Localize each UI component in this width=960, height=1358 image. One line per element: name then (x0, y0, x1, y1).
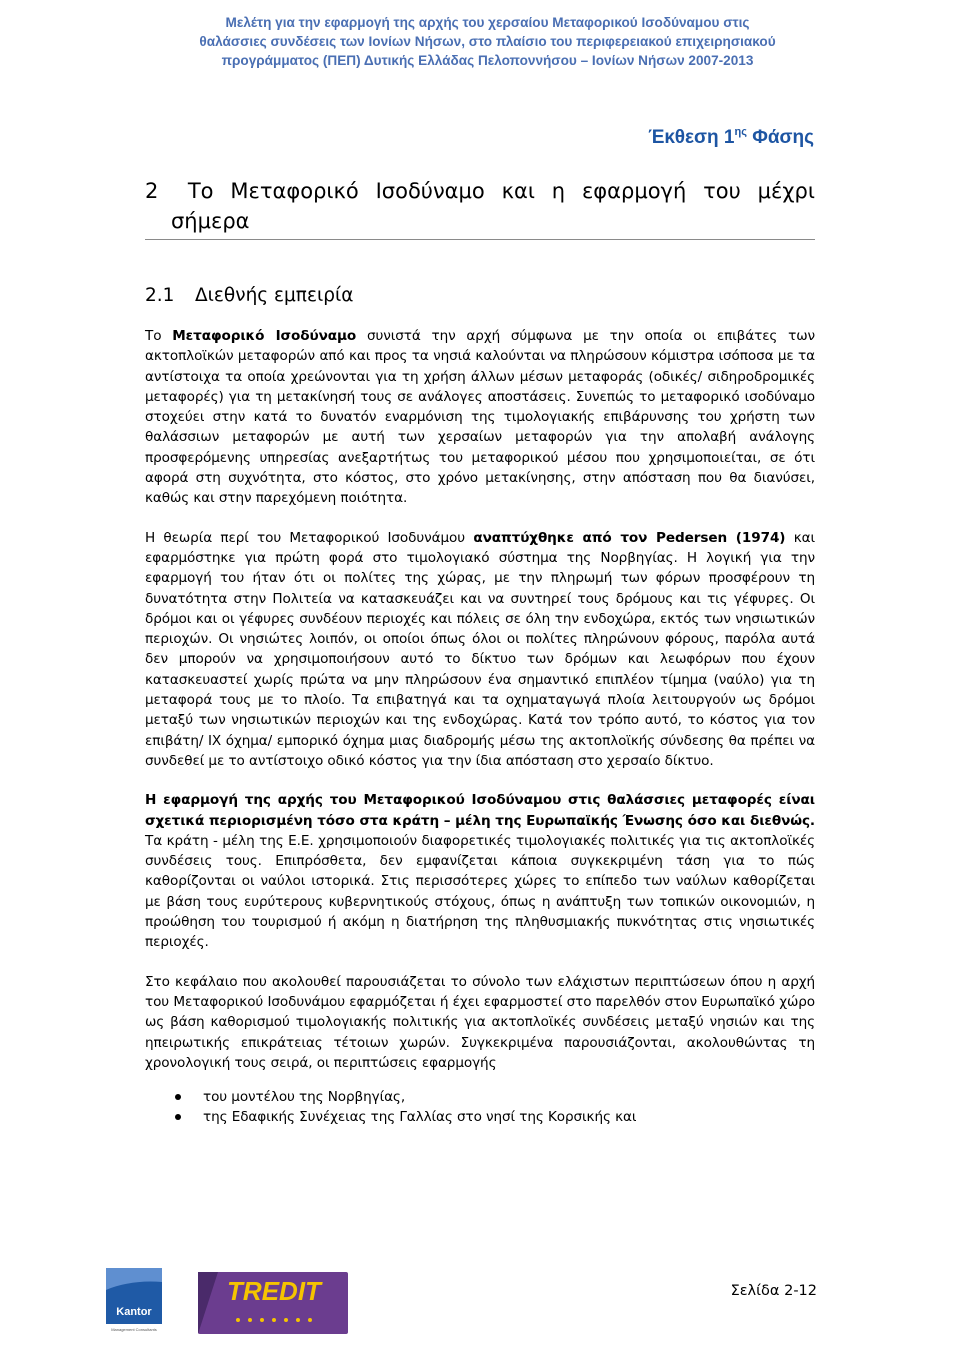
phase-prefix: Έκθεση 1 (648, 127, 735, 148)
p3-bold: Η εφαρμογή της αρχής του Μεταφορικού Ισοδύναμου στις θαλάσσιες μεταφορές είναι σχετικά περιορισμένη τόσο στα κράτη – μέλη της Ευρωπαϊκής Ένωσης όσο και διεθνώς. (145, 792, 815, 829)
chapter-word: η (551, 179, 566, 203)
list-item: της Εδαφικής Συνέχειας της Γαλλίας στο νησί της Κορσικής και (145, 1107, 815, 1127)
section-number: 2.1 (145, 285, 175, 306)
paragraph-4: Στο κεφάλαιο που ακολουθεί παρουσιάζεται το σύνολο των ελάχιστων περιπτώσεων όπου η αρχή του Μεταφορικού Ισοδυνάμου εφαρμόζεται ή έχει εφαρμοστεί στο παρελθόν στον Ευρωπαϊκό χώρο ως βάση καθορισμού τιμολογιακής πολιτικής για ακτοπλοϊκές συνδέσεις μεταξύ νησιών και της ηπειρωτικής επικράτειας τέτοιων χωρών. Συγκεκριμένα παρουσιάζονται, ακολουθώντας τη χρονολογική τους σειρά, οι περιπτώσεις εφαρμογής (145, 973, 815, 1071)
chapter-word: του (703, 179, 741, 203)
chapter-word: Ισοδύναμο (375, 179, 485, 203)
chapter-word: Μεταφορικό (230, 179, 359, 203)
header-line-1: Μελέτη για την εφαρμογή της αρχής του χερσαίου Μεταφορικού Ισοδύναμου στις (225, 15, 750, 30)
header-line-2: θαλάσσιες συνδέσεις των Ιονίων Νήσων, στο πλαίσιο του περιφερειακού επιχειρησιακού (199, 34, 776, 49)
p2-text: Η θεωρία περί του Μεταφορικού Ισοδυνάμου (145, 529, 474, 546)
paragraph-2 (145, 528, 815, 772)
body-text (145, 326, 815, 1128)
p1-bold: Μεταφορικό Ισοδύναμο (172, 328, 357, 344)
chapter-word: μέχρι (757, 179, 815, 203)
kantor-logo-text: Kantor (116, 1306, 152, 1318)
section-heading (145, 284, 353, 308)
kantor-logo-subtext: Management Consultants (111, 1327, 157, 1332)
paragraph-1 (145, 326, 815, 509)
p1-text: Το (145, 328, 173, 344)
bullet-list (145, 1087, 815, 1128)
phase-suffix: Φάσης (746, 127, 814, 148)
tredit-logo (178, 1264, 368, 1340)
p3-text: Τα κράτη - μέλη της Ε.Ε. χρησιμοποιούν διαφορετικές τιμολογιακές πολιτικές για τις ακτοπλοϊκές συνδέσεις τους. Επιπρόσθετα, δεν εμφανίζεται κάποια συγκεκριμένη τάση για το πώς καθορίζονται οι ναύλοι ιστορικά. Στις περισσότερες χώρες το επίπεδο των ναύλων καθορίζεται με βάση τους ευρύτερους κυβερνητικούς στόχους, όπως η ανάπτυξη των τοπικών οικονομιών, η προώθηση του τουρισμού ή ακόμη η διατήρηση της πληθυσμιακής πυκνότητας στις νησιωτικές περιοχές. (145, 832, 815, 951)
p1-text: συνιστά την αρχή σύμφωνα με την οποία οι επιβάτες των ακτοπλοϊκών μεταφορών από και προς τα νησιά καλούνται να πληρώσουν κόμιστρα ισόποσα με τα αντίστοιχα τα οποία χρεώνονται για τη χρήση άλλων μέσων μεταφοράς (οδικές/ σιδηροδρομικές μεταφορές) για τη μετακίνησή τους σε ανάλογες αποστάσεις. Συνεπώς το μεταφορικό ισοδύναμο στοχεύει στην κατά το δυνατόν εναρμόνιση της τιμολογιακής επιβάρυνσης του χρήστη των θαλάσσιων μεταφορών με αυτή των χερσαίων μεταφορών για την απολαβή ανάλογης προσφερόμενης υπηρεσίας ανεξαρτήτως του μεταφορικού μέσου που χρησιμοποιείται, σε ότι αφορά στη συχνότητα, στο κόστος, στο χρόνο μετακίνησης, στην απόσταση που θα διανύσει, καθώς και στην παρεχόμενη ποιότητα. (145, 328, 815, 507)
kantor-logo (106, 1268, 162, 1334)
chapter-word: και (501, 179, 535, 203)
header-line-3: προγράμματος (ΠΕΠ) Δυτικής Ελλάδας Πελοποννήσου – Ιονίων Νήσων 2007-2013 (221, 53, 754, 68)
running-header (150, 13, 825, 70)
tredit-logo-text: TREDIT (227, 1276, 321, 1306)
phase-sup: ης (734, 126, 747, 138)
chapter-word: Το (187, 179, 214, 203)
chapter-number: 2 (145, 179, 159, 203)
chapter-heading (145, 176, 815, 240)
list-item: του μοντέλου της Νορβηγίας, (145, 1087, 815, 1107)
phase-title (648, 126, 814, 149)
p2-bold: αναπτύχθηκε από τον Pedersen (1974) (473, 529, 786, 546)
section-title: Διεθνής εμπειρία (195, 285, 354, 306)
chapter-title-line-2: σήμερα (171, 209, 250, 233)
paragraph-3 (145, 790, 815, 952)
chapter-word: εφαρμογή (581, 179, 687, 203)
p2-text: και εφαρμόστηκε για πρώτη φορά στο τιμολογιακό σύστημα της Νορβηγίας. Η λογική για την εφαρμογή του ήταν ότι οι πολίτες της χώρας, με την πληρωμή των φόρων προσφέρουν τη δυνατότητα στην Πολιτεία να κατασκευάζει και να συντηρεί τους δρόμους και τις γέφυρες. Οι δρόμοι και οι γέφυρες συνδέουν περιοχές και πόλεις σε όλη την ενδοχώρα, εκτός των νησιωτικών περιοχών. Οι νησιώτες λοιπόν, οι οποίοι όπως όλοι οι πολίτες πληρώνουν φόρους, παρόλα αυτά δεν μπορούν να χρησιμοποιήσουν αυτό το δίκτυο των δρόμων και λεωφόρων που έχουν κατασκευαστεί χωρίς πρώτα να μην πληρώσουν ένα σημαντικό επιπλέον τίμημα (ναύλο) για τη μεταφορά τους με το πλοίο. Τα επιβατηγά και τα οχηματαγωγά πλοία λειτουργούν ως δρόμοι μεταξύ των νησιωτικών περιοχών και της ενδοχώρας. Κατά τον τρόπο αυτό, το κόστος για τον επιβάτη/ ΙΧ όχημα/ εμπορικό όχημα μιας διαδρομής μέσω της ακτοπλοϊκής σύνδεσης θα πρέπει να συνδεθεί με το αντίστοιχο οδικό κόστος για την ίδια απόσταση στο χερσαίο δίκτυο. (145, 529, 815, 769)
page-number: Σελίδα 2-12 (730, 1283, 817, 1299)
